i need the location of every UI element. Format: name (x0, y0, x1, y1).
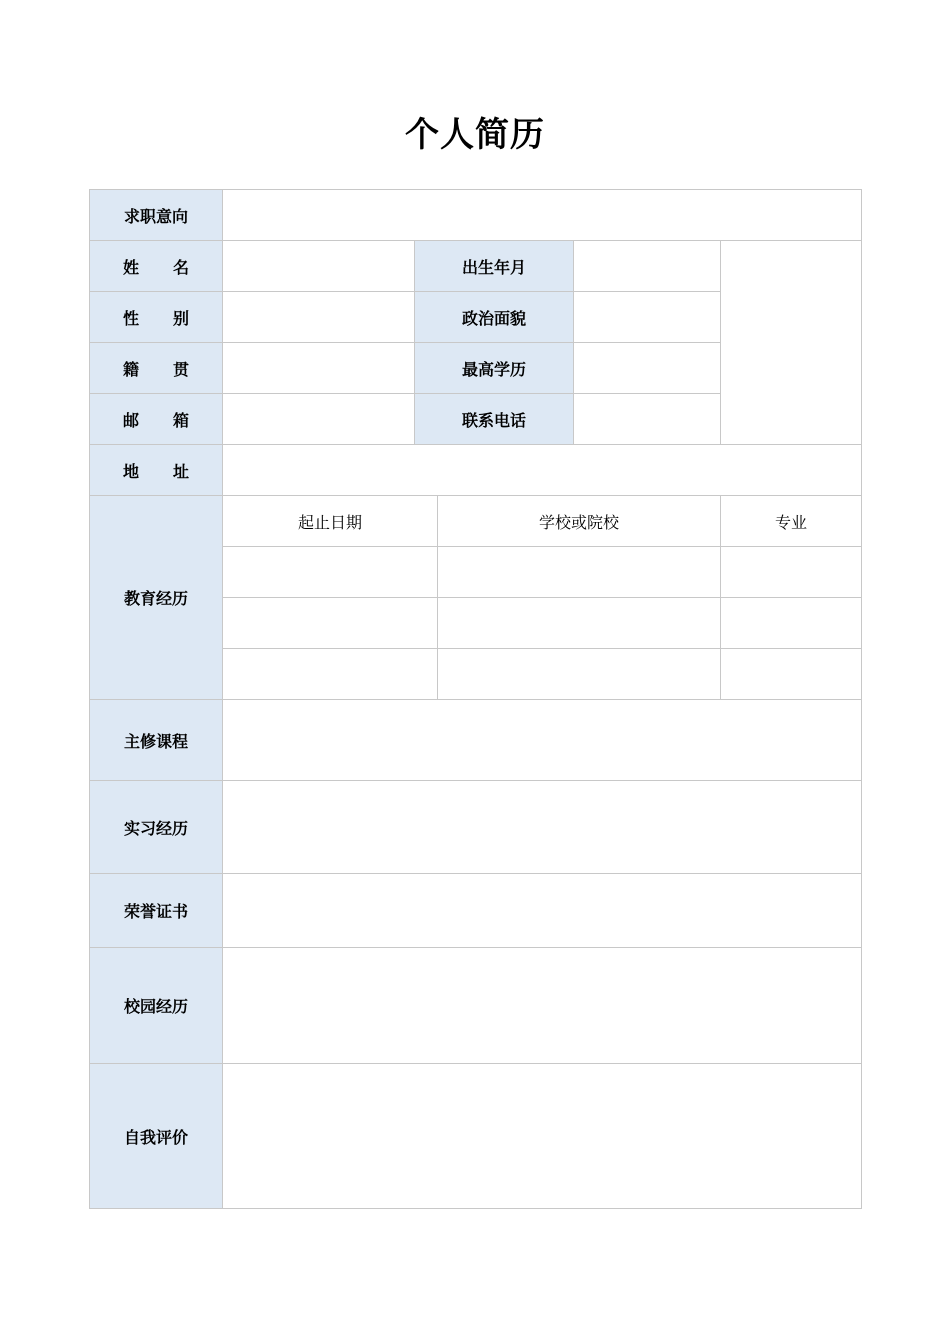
edu-header-major: 专业 (721, 496, 862, 547)
row-internship (90, 781, 862, 874)
email-label-char-1: 邮 (123, 410, 140, 430)
edu-row-3-major[interactable] (721, 649, 862, 700)
origin-label-char-1: 籍 (123, 359, 140, 379)
row-address (90, 445, 862, 496)
row-name (90, 241, 862, 292)
self-eval-label: 自我评价 (90, 1064, 223, 1209)
edu-row-3-dates[interactable] (223, 649, 438, 700)
gender-label-char-2: 别 (172, 308, 189, 328)
edu-row-1-major[interactable] (721, 547, 862, 598)
campus-field[interactable] (223, 948, 862, 1064)
page-title: 个人简历 (405, 115, 545, 155)
origin-label-char-2: 贯 (172, 359, 189, 379)
courses-field[interactable] (223, 700, 862, 781)
job-intent-label: 求职意向 (90, 190, 223, 241)
edu-header-school: 学校或院校 (438, 496, 721, 547)
self-eval-field[interactable] (223, 1064, 862, 1209)
birth-label: 出生年月 (415, 241, 574, 292)
name-field[interactable] (223, 241, 415, 292)
name-label-char-2: 名 (172, 257, 189, 277)
birth-field[interactable] (574, 241, 721, 292)
origin-label (90, 343, 223, 394)
resume-table (89, 189, 862, 1209)
job-intent-field[interactable] (223, 190, 862, 241)
edu-header-dates: 起止日期 (223, 496, 438, 547)
edu-row-1-dates[interactable] (223, 547, 438, 598)
row-honors (90, 874, 862, 948)
internship-field[interactable] (223, 781, 862, 874)
address-label-char-2: 址 (172, 461, 189, 481)
photo-cell[interactable] (721, 241, 862, 445)
name-label (90, 241, 223, 292)
address-label-char-1: 地 (123, 461, 140, 481)
edu-row-3-school[interactable] (438, 649, 721, 700)
gender-field[interactable] (223, 292, 415, 343)
name-label-char-1: 姓 (123, 257, 140, 277)
row-courses (90, 700, 862, 781)
gender-label-char-1: 性 (123, 308, 140, 328)
political-field[interactable] (574, 292, 721, 343)
edu-row-2-dates[interactable] (223, 598, 438, 649)
phone-field[interactable] (574, 394, 721, 445)
internship-label: 实习经历 (90, 781, 223, 874)
email-label-char-2: 箱 (172, 410, 189, 430)
political-label: 政治面貌 (415, 292, 574, 343)
email-field[interactable] (223, 394, 415, 445)
gender-label (90, 292, 223, 343)
campus-label: 校园经历 (90, 948, 223, 1064)
degree-field[interactable] (574, 343, 721, 394)
courses-label: 主修课程 (90, 700, 223, 781)
degree-label: 最高学历 (415, 343, 574, 394)
email-label (90, 394, 223, 445)
row-education-header (90, 496, 862, 547)
honors-label: 荣誉证书 (90, 874, 223, 948)
address-field[interactable] (223, 445, 862, 496)
phone-label: 联系电话 (415, 394, 574, 445)
edu-row-2-school[interactable] (438, 598, 721, 649)
origin-field[interactable] (223, 343, 415, 394)
education-label: 教育经历 (90, 496, 223, 700)
row-campus (90, 948, 862, 1064)
row-job-intent (90, 190, 862, 241)
edu-row-1-school[interactable] (438, 547, 721, 598)
honors-field[interactable] (223, 874, 862, 948)
row-self-eval (90, 1064, 862, 1209)
edu-row-2-major[interactable] (721, 598, 862, 649)
address-label (90, 445, 223, 496)
